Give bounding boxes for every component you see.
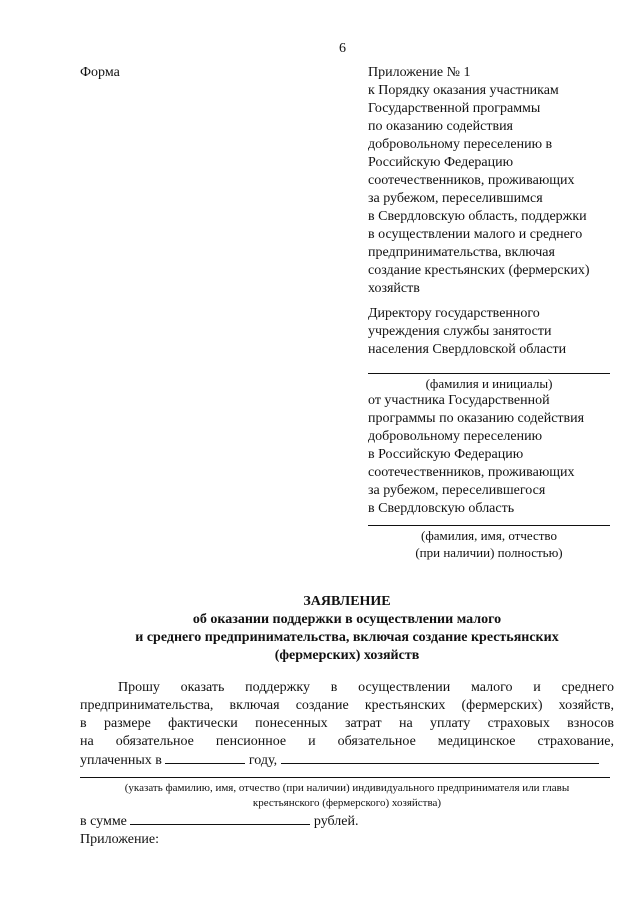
body-line-paid (80, 751, 614, 770)
page-number: 6 (339, 41, 346, 56)
sender-line: в Свердловскую область (368, 501, 515, 516)
statement-subtitle-line: об оказании поддержки в осуществлении малого (192, 612, 502, 627)
form-label: Форма (80, 65, 120, 80)
amount-suffix: рублей. (313, 814, 359, 829)
sender-caption-line: (при наличии) полностью) (415, 545, 563, 560)
body-line: на обязательное пенсионное и обязательное медицинское страхование, (80, 734, 614, 749)
statement-subtitle-line: и среднего предпринимательства, включая создание крестьянских (135, 630, 559, 645)
sender-line: программы по оказанию содействия (368, 411, 585, 426)
appendix-line: к Порядку оказания участникам (368, 83, 559, 98)
body-line: Прошу оказать поддержку в осуществлении малого и среднего (118, 680, 614, 695)
sender-name-line (368, 525, 610, 526)
statement-title: ЗАЯВЛЕНИЕ (303, 594, 391, 609)
appendix-line: в Свердловскую область, поддержки (368, 209, 587, 224)
addressee-line: учреждения службы занятости (368, 324, 552, 339)
sender-line: соотечественников, проживающих (368, 465, 575, 480)
appendix-line: хозяйств (368, 281, 420, 296)
appendix-line: Российскую Федерацию (368, 155, 514, 170)
sender-caption-line: (фамилия, имя, отчество (421, 528, 557, 543)
statement-title-block (80, 593, 614, 665)
year-label: году, (248, 753, 278, 768)
sender-line: добровольному переселению (368, 429, 543, 444)
sender-line: за рубежом, переселившегося (368, 483, 546, 498)
body-line: в размере фактически понесенных затрат на уплату страховых взносов (80, 716, 614, 731)
statement-body (80, 679, 614, 770)
entrepreneur-caption-line: крестьянского (фермерского) хозяйства) (252, 797, 442, 809)
sender-line: в Российскую Федерацию (368, 447, 524, 462)
amount-prefix: в сумме (80, 814, 127, 829)
entrepreneur-field[interactable] (281, 751, 599, 764)
appendix-line: соотечественников, проживающих (368, 173, 575, 188)
statement-subtitle-line: (фермерских) хозяйств (274, 648, 420, 663)
appendix-line: по оказанию содействия (368, 119, 513, 134)
appendix-line: добровольному переселению в (368, 137, 553, 152)
appendix-title: Приложение № 1 (368, 65, 471, 80)
entrepreneur-caption-line: (указать фамилию, имя, отчество (при наличии) индивидуального предпринимателя или главы (124, 782, 570, 794)
appendix-line: Государственной программы (368, 101, 541, 116)
amount-field[interactable] (130, 812, 310, 825)
entrepreneur-name-line (80, 777, 610, 778)
appendix-block (368, 64, 618, 298)
addressee-name-line (368, 373, 610, 374)
sender-line: от участника Государственной (368, 393, 550, 408)
sender-block (368, 392, 618, 518)
addressee-line: Директору государственного (368, 306, 540, 321)
appendix-line: предпринимательства, включая (368, 245, 555, 260)
sender-name-caption (368, 527, 610, 561)
addressee-name-caption: (фамилия и инициалы) (425, 376, 553, 391)
addressee-line: населения Свердловской области (368, 342, 567, 357)
addressee-block (368, 305, 618, 359)
year-field[interactable] (165, 751, 245, 764)
attachment-label: Приложение: (80, 832, 160, 847)
amount-line (80, 812, 359, 831)
appendix-line: создание крестьянских (фермерских) (368, 263, 590, 278)
appendix-line: за рубежом, переселившимся (368, 191, 543, 206)
entrepreneur-caption (80, 781, 614, 811)
body-line: предпринимательства, включая создание крестьянских (фермерских) хозяйств, (80, 698, 614, 713)
paid-in-label: уплаченных в (80, 753, 162, 768)
appendix-line: в осуществлении малого и среднего (368, 227, 583, 242)
